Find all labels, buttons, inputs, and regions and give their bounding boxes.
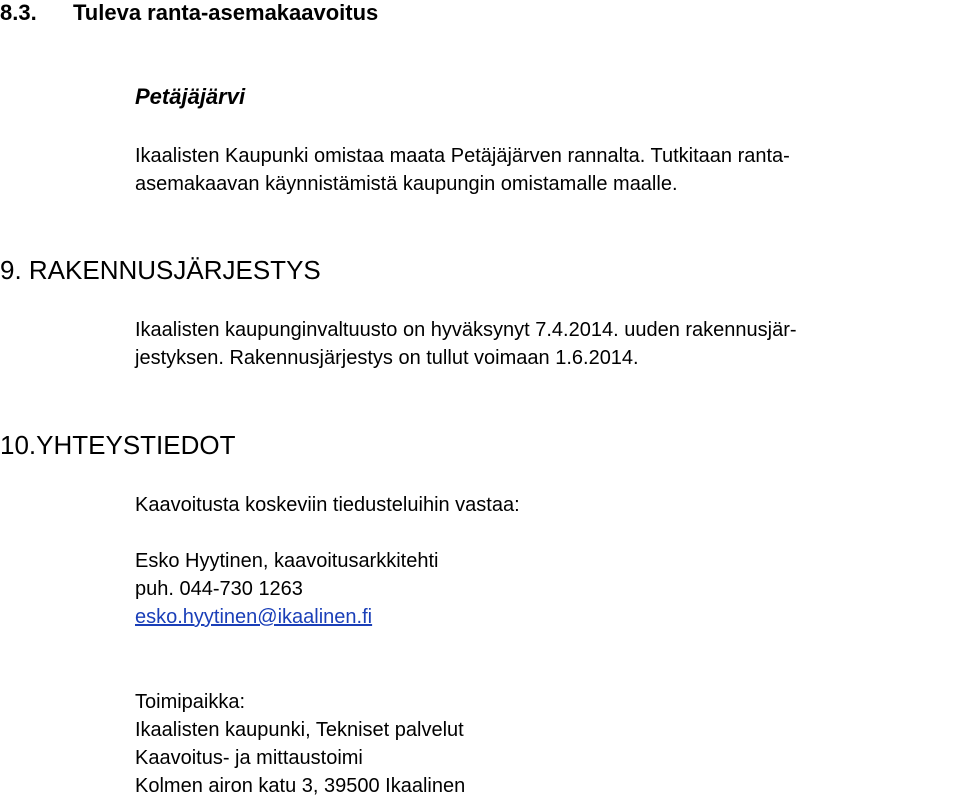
contact-email-link[interactable]: esko.hyytinen@ikaalinen.fi (135, 606, 373, 628)
contact-block (135, 547, 438, 631)
paragraph-line: jestyksen. Rakennusjärjestys on tullut voimaan 1.6.2014. (135, 347, 639, 369)
section-9-paragraph (135, 316, 797, 372)
section-9-heading: 9. RAKENNUSJÄRJESTYS (0, 255, 321, 285)
office-label: Toimipaikka: (135, 691, 246, 713)
section-8-3-paragraph (135, 142, 790, 198)
section-8-3-number: 8.3. (0, 0, 37, 25)
section-8-3-title: Tuleva ranta-asemakaavoitus (73, 0, 379, 25)
office-line: Kolmen airon katu 3, 39500 Ikaalinen (135, 775, 466, 797)
paragraph-line: Ikaalisten Kaupunki omistaa maata Petäjäjärven rannalta. Tutkitaan ranta- (135, 145, 790, 167)
office-block (135, 688, 465, 800)
section-10-heading: 10.YHTEYSTIEDOT (0, 430, 236, 460)
office-line: Ikaalisten kaupunki, Tekniset palvelut (135, 719, 464, 741)
office-line: Kaavoitus- ja mittaustoimi (135, 747, 363, 769)
section-8-3-subtitle: Petäjäjärvi (135, 84, 246, 109)
paragraph-line: Ikaalisten kaupunginvaltuusto on hyväksynyt 7.4.2014. uuden rakennusjär- (135, 319, 797, 341)
contact-name: Esko Hyytinen, kaavoitusarkkitehti (135, 550, 439, 572)
paragraph-line: asemakaavan käynnistämistä kaupungin omistamalle maalle. (135, 173, 678, 195)
contact-phone: puh. 044-730 1263 (135, 578, 303, 600)
section-10-intro: Kaavoitusta koskeviin tiedusteluihin vastaa: (135, 494, 520, 516)
